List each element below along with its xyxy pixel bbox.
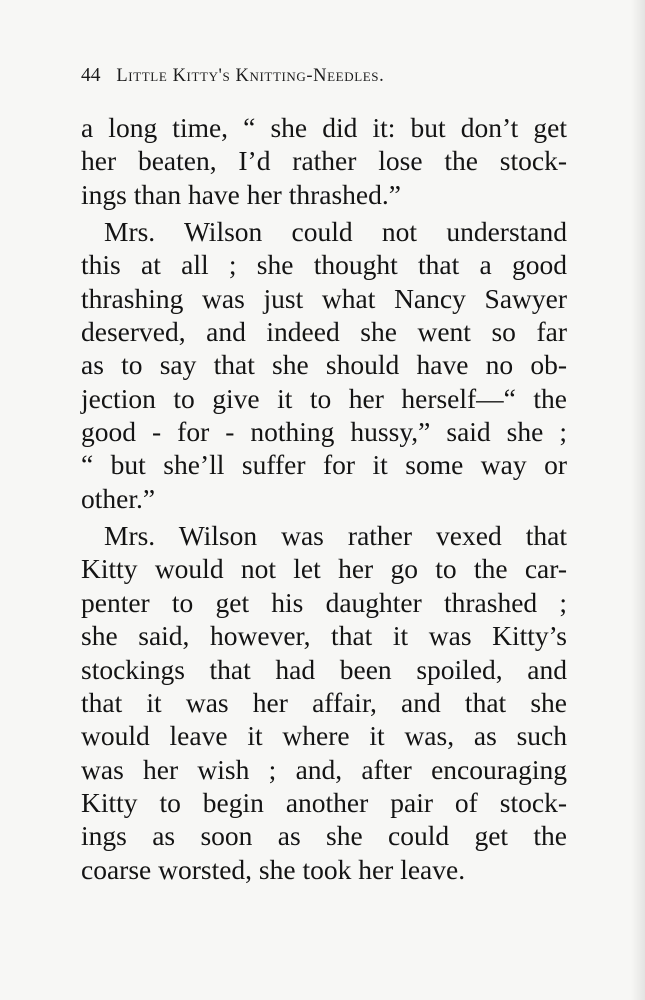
text-line: would leave it where it was, as such [81, 720, 567, 752]
text-line: as to say that she should have no ob- [81, 349, 567, 381]
text-line: deserved, and indeed she went so far [81, 316, 567, 348]
text-line: that it was her affair, and that she [81, 686, 567, 718]
text-line: her beaten, I’d rather lose the stock- [81, 145, 567, 177]
text-line: Mrs. Wilson was rather vexed that [104, 520, 567, 552]
text-line: stockings that had been spoiled, and [81, 653, 567, 685]
paragraph [81, 111, 567, 211]
text-line: penter to get his daughter thrashed ; [81, 586, 567, 618]
text-line: jection to give it to her herself—“ the [81, 382, 567, 414]
text-line: Mrs. Wilson could not understand [104, 216, 567, 248]
text-line: coarse worsted, she took her leave. [81, 853, 466, 885]
text-line: other.” [81, 482, 156, 514]
text-line: Kitty to begin another pair of stock- [81, 786, 567, 818]
text-line: ings than have her thrashed.” [81, 178, 401, 210]
text-line: this at all ; she thought that a good [81, 249, 567, 281]
text-line: good - for - nothing hussy,” said she ; [81, 416, 567, 448]
text-line: she said, however, that it was Kitty’s [81, 620, 567, 652]
text-line: Kitty would not let her go to the car- [81, 553, 567, 585]
text-line: a long time, “ she did it: but don’t get [81, 112, 567, 143]
running-header [81, 60, 551, 92]
page-edge-shadow [631, 0, 645, 1000]
text-line: ings as soon as she could get the [81, 820, 567, 852]
text-line: was her wish ; and, after encouraging [81, 753, 567, 785]
text-line: “ but she’ll suffer for it some way or [81, 449, 567, 481]
text-line: thrashing was just what Nancy Sawyer [81, 282, 567, 314]
paragraph [81, 519, 567, 886]
running-title: Little Kitty's Knitting-Needles. [116, 66, 385, 86]
page-number: 44 [81, 65, 101, 86]
paragraph [81, 215, 567, 515]
body-text [81, 111, 567, 886]
